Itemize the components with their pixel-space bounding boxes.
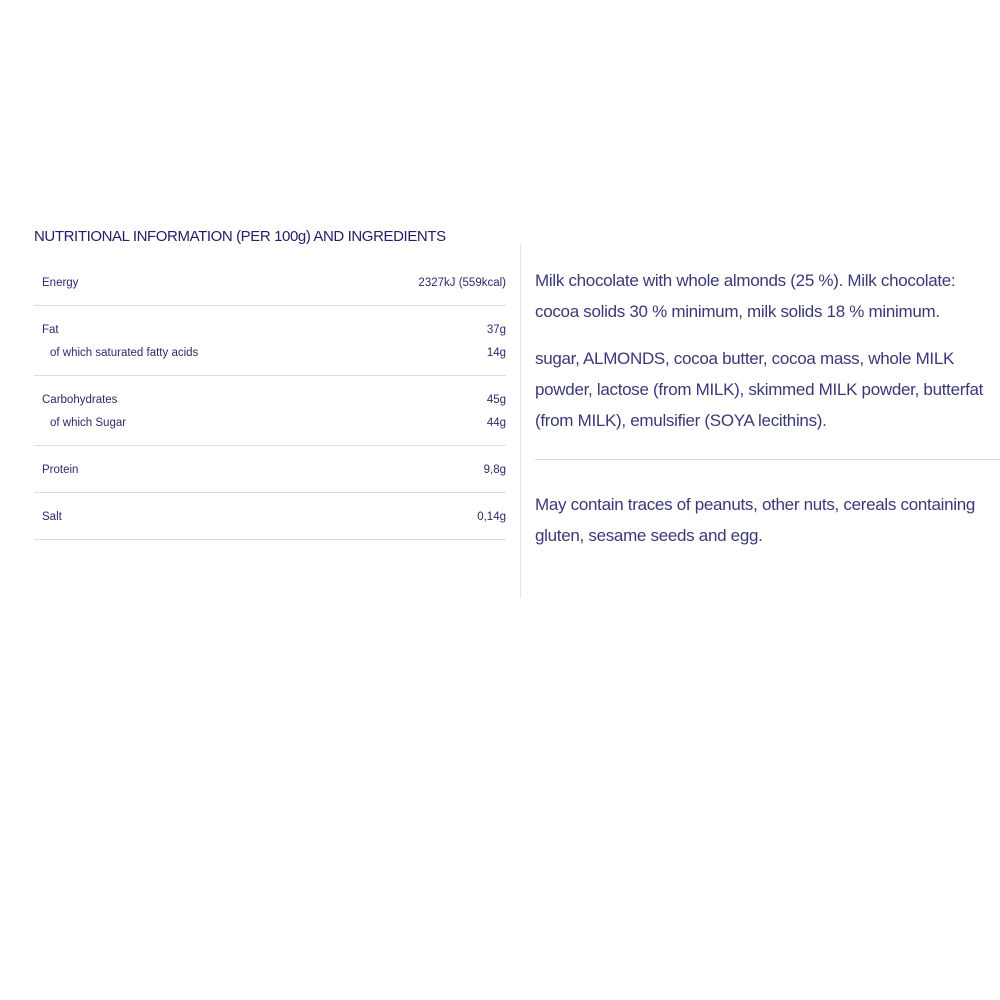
nutrition-label: Protein bbox=[42, 463, 79, 476]
ingredients-list: sugar, ALMONDS, cocoa butter, cocoa mass, whole MILK powder, lactose (from MILK), skimmed MILK powder, butterfat (from MILK), emulsifier (SOYA lecithins). bbox=[535, 349, 984, 430]
section-title: NUTRITIONAL INFORMATION (PER 100g) AND INGREDIENTS bbox=[34, 228, 446, 245]
nutrition-row-sugar bbox=[34, 411, 506, 434]
nutrition-value: 14g bbox=[486, 346, 506, 359]
nutrition-label: Energy bbox=[42, 276, 79, 289]
product-description: Milk chocolate with whole almonds (25 %). Milk chocolate: cocoa solids 30 % minimum, milk solids 18 % minimum. bbox=[535, 271, 956, 321]
nutrition-value: 45g bbox=[486, 393, 506, 406]
nutrition-label: Salt bbox=[42, 510, 62, 523]
nutrition-row-protein bbox=[34, 458, 506, 481]
column-divider bbox=[520, 244, 521, 598]
nutrition-row-carbohydrates bbox=[34, 388, 506, 411]
nutrition-label: Carbohydrates bbox=[42, 393, 118, 406]
nutrition-value: 0,14g bbox=[477, 510, 506, 523]
nutrition-group-energy bbox=[34, 259, 506, 306]
nutrition-group-protein bbox=[34, 446, 506, 493]
ingredients-divider bbox=[535, 459, 1000, 460]
nutrition-table bbox=[34, 259, 506, 540]
nutrition-label: of which saturated fatty acids bbox=[50, 346, 199, 359]
nutrition-group-fat bbox=[34, 306, 506, 376]
nutrition-value: 37g bbox=[486, 323, 506, 336]
nutrition-group-salt bbox=[34, 493, 506, 540]
nutrition-label: of which Sugar bbox=[50, 416, 127, 429]
allergen-warning: May contain traces of peanuts, other nuts, cereals containing gluten, sesame seeds and egg. bbox=[535, 495, 976, 545]
nutrition-group-carbohydrates bbox=[34, 376, 506, 446]
nutrition-value: 9,8g bbox=[483, 463, 506, 476]
nutrition-row-fat bbox=[34, 318, 506, 341]
nutrition-row-energy bbox=[34, 271, 506, 294]
nutrition-label: Fat bbox=[42, 323, 59, 336]
nutrition-row-saturated bbox=[34, 341, 506, 364]
nutrition-row-salt bbox=[34, 505, 506, 528]
nutrition-value: 2327kJ (559kcal) bbox=[418, 276, 506, 289]
nutrition-value: 44g bbox=[486, 416, 506, 429]
ingredients-block bbox=[535, 265, 985, 436]
